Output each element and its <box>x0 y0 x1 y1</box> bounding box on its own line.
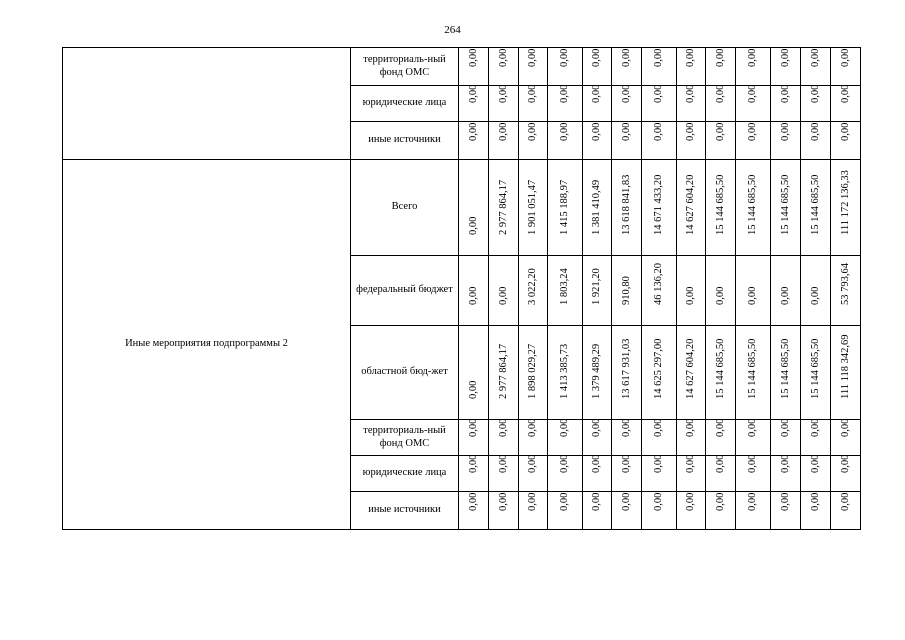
value-text: 0,00 <box>526 454 538 473</box>
value-text: 0,00 <box>497 122 509 141</box>
value-text: 0,00 <box>809 492 821 511</box>
value-cell <box>771 456 801 492</box>
value-text: 15 144 685,50 <box>746 338 758 399</box>
value-cell <box>489 256 519 326</box>
value-cell <box>583 492 612 530</box>
value-text: 2 977 864,17 <box>497 179 509 235</box>
value-cell <box>459 48 489 86</box>
value-cell <box>831 86 861 122</box>
value-text: 1 379 489,29 <box>590 343 602 399</box>
value-cell <box>642 160 677 256</box>
value-cell <box>831 420 861 456</box>
value-text: 15 144 685,50 <box>779 338 791 399</box>
value-cell <box>771 86 801 122</box>
value-cell <box>459 492 489 530</box>
value-cell <box>677 256 706 326</box>
page-number: 264 <box>444 24 461 36</box>
value-cell <box>583 256 612 326</box>
value-cell <box>489 160 519 256</box>
value-text: 0,00 <box>779 418 791 437</box>
activity-name-cell: Иные мероприятия подпрограммы 2 <box>63 160 351 530</box>
value-cell <box>642 48 677 86</box>
value-cell <box>548 456 583 492</box>
value-text: 15 144 685,50 <box>809 338 821 399</box>
value-cell <box>736 326 771 420</box>
value-text: 0,00 <box>590 48 602 67</box>
value-text: 0,00 <box>746 122 758 141</box>
funding-source-cell: Всего <box>351 160 459 256</box>
value-text: 15 144 685,50 <box>809 174 821 235</box>
value-text: 0,00 <box>497 418 509 437</box>
value-cell <box>831 48 861 86</box>
table-row <box>63 160 861 256</box>
value-cell <box>489 326 519 420</box>
value-cell <box>548 326 583 420</box>
value-text: 53 793,64 <box>839 262 851 305</box>
value-cell <box>677 48 706 86</box>
value-cell <box>519 456 548 492</box>
value-cell <box>771 326 801 420</box>
budget-table <box>62 47 861 530</box>
value-text: 0,00 <box>746 492 758 511</box>
value-cell <box>642 492 677 530</box>
value-text: 0,00 <box>526 84 538 103</box>
value-text: 0,00 <box>652 492 664 511</box>
value-cell <box>642 86 677 122</box>
value-cell <box>831 160 861 256</box>
funding-source-cell: территориаль-ный фонд ОМС <box>351 48 459 86</box>
value-cell <box>583 160 612 256</box>
value-cell <box>801 326 831 420</box>
value-text: 0,00 <box>746 286 758 305</box>
value-cell <box>706 160 736 256</box>
value-text: 0,00 <box>590 418 602 437</box>
value-text: 0,00 <box>620 48 632 67</box>
value-text: 0,00 <box>467 418 479 437</box>
value-text: 0,00 <box>779 48 791 67</box>
value-text: 0,00 <box>467 216 479 235</box>
value-cell <box>642 456 677 492</box>
value-text: 0,00 <box>652 84 664 103</box>
value-text: 0,00 <box>558 48 570 67</box>
value-text: 0,00 <box>684 286 696 305</box>
table-row <box>63 48 861 86</box>
value-cell <box>642 122 677 160</box>
value-text: 46 136,20 <box>652 262 664 305</box>
value-cell <box>642 256 677 326</box>
value-text: 0,00 <box>839 492 851 511</box>
value-text: 0,00 <box>746 418 758 437</box>
value-text: 1 413 385,73 <box>558 343 570 399</box>
value-text: 15 144 685,50 <box>714 174 726 235</box>
value-text: 0,00 <box>714 454 726 473</box>
value-cell <box>548 86 583 122</box>
value-text: 14 627 604,20 <box>684 174 696 235</box>
value-text: 0,00 <box>526 492 538 511</box>
funding-source-cell: федеральный бюджет <box>351 256 459 326</box>
value-cell <box>831 456 861 492</box>
value-text: 0,00 <box>839 418 851 437</box>
value-cell <box>583 420 612 456</box>
value-cell <box>771 122 801 160</box>
value-cell <box>706 492 736 530</box>
value-cell <box>706 456 736 492</box>
value-text: 0,00 <box>558 492 570 511</box>
value-text: 0,00 <box>809 286 821 305</box>
value-text: 0,00 <box>526 48 538 67</box>
funding-source-cell: областной бюд-жет <box>351 326 459 420</box>
value-cell <box>801 456 831 492</box>
value-text: 0,00 <box>714 84 726 103</box>
value-cell <box>677 420 706 456</box>
value-text: 0,00 <box>497 286 509 305</box>
value-text: 0,00 <box>467 84 479 103</box>
value-text: 0,00 <box>779 84 791 103</box>
value-text: 111 118 342,69 <box>839 334 851 399</box>
value-cell <box>583 456 612 492</box>
value-cell <box>736 256 771 326</box>
value-text: 1 898 029,27 <box>526 343 538 399</box>
value-text: 0,00 <box>652 418 664 437</box>
value-cell <box>736 492 771 530</box>
value-text: 0,00 <box>558 122 570 141</box>
funding-source-cell: юридические лица <box>351 456 459 492</box>
value-cell <box>612 420 642 456</box>
value-cell <box>489 122 519 160</box>
value-cell <box>677 492 706 530</box>
funding-source-cell: иные источники <box>351 122 459 160</box>
value-text: 0,00 <box>526 418 538 437</box>
value-cell <box>801 86 831 122</box>
value-cell <box>548 160 583 256</box>
value-text: 0,00 <box>809 84 821 103</box>
value-text: 0,00 <box>652 48 664 67</box>
value-text: 0,00 <box>779 492 791 511</box>
value-text: 0,00 <box>809 418 821 437</box>
value-text: 13 617 931,03 <box>620 338 632 399</box>
value-cell <box>706 86 736 122</box>
value-cell <box>831 256 861 326</box>
value-text: 0,00 <box>746 84 758 103</box>
value-text: 0,00 <box>526 122 538 141</box>
value-cell <box>736 456 771 492</box>
value-cell <box>548 256 583 326</box>
value-cell <box>489 456 519 492</box>
value-text: 0,00 <box>497 84 509 103</box>
value-text: 0,00 <box>714 418 726 437</box>
value-cell <box>706 420 736 456</box>
value-cell <box>459 256 489 326</box>
value-text: 14 627 604,20 <box>684 338 696 399</box>
value-text: 0,00 <box>558 454 570 473</box>
value-text: 0,00 <box>467 454 479 473</box>
value-cell <box>642 420 677 456</box>
value-cell <box>519 160 548 256</box>
value-text: 0,00 <box>684 492 696 511</box>
value-cell <box>736 420 771 456</box>
value-text: 1 921,20 <box>590 268 602 305</box>
value-text: 15 144 685,50 <box>779 174 791 235</box>
value-cell <box>612 86 642 122</box>
value-cell <box>771 420 801 456</box>
value-text: 0,00 <box>779 122 791 141</box>
value-text: 0,00 <box>684 48 696 67</box>
value-cell <box>771 256 801 326</box>
value-cell <box>771 160 801 256</box>
value-cell <box>801 160 831 256</box>
value-cell <box>548 122 583 160</box>
value-cell <box>459 420 489 456</box>
value-cell <box>831 492 861 530</box>
value-cell <box>801 48 831 86</box>
value-cell <box>612 326 642 420</box>
value-text: 0,00 <box>809 122 821 141</box>
value-text: 1 415 188,97 <box>558 179 570 235</box>
value-text: 3 022,20 <box>526 268 538 305</box>
value-text: 0,00 <box>467 286 479 305</box>
value-cell <box>736 160 771 256</box>
value-cell <box>677 160 706 256</box>
value-text: 0,00 <box>590 122 602 141</box>
value-text: 0,00 <box>839 48 851 67</box>
value-cell <box>583 122 612 160</box>
value-text: 0,00 <box>684 418 696 437</box>
value-cell <box>706 122 736 160</box>
value-text: 0,00 <box>590 492 602 511</box>
value-text: 0,00 <box>620 418 632 437</box>
value-cell <box>459 456 489 492</box>
value-cell <box>612 492 642 530</box>
value-text: 0,00 <box>714 48 726 67</box>
value-cell <box>831 122 861 160</box>
value-text: 0,00 <box>714 286 726 305</box>
value-text: 0,00 <box>497 492 509 511</box>
value-cell <box>519 326 548 420</box>
value-text: 0,00 <box>746 454 758 473</box>
value-text: 0,00 <box>839 122 851 141</box>
value-cell <box>801 420 831 456</box>
value-text: 0,00 <box>558 418 570 437</box>
value-text: 0,00 <box>620 84 632 103</box>
value-cell <box>459 160 489 256</box>
value-text: 14 625 297,00 <box>652 338 664 399</box>
value-text: 0,00 <box>684 122 696 141</box>
value-cell <box>706 256 736 326</box>
value-cell <box>519 122 548 160</box>
value-cell <box>771 492 801 530</box>
value-text: 0,00 <box>467 380 479 399</box>
value-cell <box>519 256 548 326</box>
value-text: 910,80 <box>620 276 632 305</box>
value-cell <box>677 326 706 420</box>
value-cell <box>831 326 861 420</box>
funding-source-cell: территориаль-ный фонд ОМС <box>351 420 459 456</box>
value-text: 0,00 <box>714 122 726 141</box>
value-text: 1 381 410,49 <box>590 179 602 235</box>
value-cell <box>642 326 677 420</box>
value-text: 1 803,24 <box>558 268 570 305</box>
value-text: 0,00 <box>839 84 851 103</box>
value-text: 2 977 864,17 <box>497 343 509 399</box>
value-text: 14 671 433,20 <box>652 174 664 235</box>
value-text: 15 144 685,50 <box>746 174 758 235</box>
value-cell <box>612 256 642 326</box>
value-text: 0,00 <box>684 454 696 473</box>
value-cell <box>459 122 489 160</box>
value-cell <box>736 48 771 86</box>
value-cell <box>677 456 706 492</box>
value-text: 0,00 <box>652 454 664 473</box>
value-cell <box>548 420 583 456</box>
value-text: 0,00 <box>590 84 602 103</box>
funding-source-cell: иные источники <box>351 492 459 530</box>
value-cell <box>612 160 642 256</box>
value-cell <box>736 122 771 160</box>
value-text: 0,00 <box>652 122 664 141</box>
value-cell <box>519 48 548 86</box>
funding-source-cell: юридические лица <box>351 86 459 122</box>
value-text: 0,00 <box>779 286 791 305</box>
value-cell <box>489 48 519 86</box>
value-text: 0,00 <box>497 454 509 473</box>
value-text: 0,00 <box>746 48 758 67</box>
value-text: 13 618 841,83 <box>620 174 632 235</box>
value-cell <box>459 86 489 122</box>
activity-name-cell <box>63 48 351 160</box>
value-text: 0,00 <box>684 84 696 103</box>
value-text: 0,00 <box>714 492 726 511</box>
value-cell <box>489 420 519 456</box>
value-cell <box>677 122 706 160</box>
value-cell <box>489 86 519 122</box>
value-text: 0,00 <box>558 84 570 103</box>
value-text: 0,00 <box>590 454 602 473</box>
value-text: 0,00 <box>809 48 821 67</box>
value-cell <box>519 492 548 530</box>
value-cell <box>548 492 583 530</box>
value-cell <box>583 326 612 420</box>
value-cell <box>677 86 706 122</box>
value-cell <box>583 86 612 122</box>
value-text: 0,00 <box>620 454 632 473</box>
value-text: 1 901 051,47 <box>526 179 538 235</box>
value-cell <box>489 492 519 530</box>
value-cell <box>583 48 612 86</box>
value-cell <box>706 326 736 420</box>
value-cell <box>801 492 831 530</box>
value-cell <box>801 122 831 160</box>
value-cell <box>706 48 736 86</box>
value-cell <box>459 326 489 420</box>
value-cell <box>612 122 642 160</box>
value-cell <box>519 420 548 456</box>
value-text: 0,00 <box>809 454 821 473</box>
value-text: 0,00 <box>497 48 509 67</box>
value-text: 0,00 <box>620 492 632 511</box>
value-cell <box>612 48 642 86</box>
value-text: 0,00 <box>467 492 479 511</box>
value-cell <box>771 48 801 86</box>
value-text: 111 172 136,33 <box>839 170 851 235</box>
value-text: 0,00 <box>620 122 632 141</box>
value-cell <box>548 48 583 86</box>
value-text: 0,00 <box>839 454 851 473</box>
value-text: 15 144 685,50 <box>714 338 726 399</box>
value-text: 0,00 <box>467 48 479 67</box>
value-cell <box>612 456 642 492</box>
value-cell <box>519 86 548 122</box>
value-text: 0,00 <box>779 454 791 473</box>
value-cell <box>736 86 771 122</box>
value-text: 0,00 <box>467 122 479 141</box>
value-cell <box>801 256 831 326</box>
